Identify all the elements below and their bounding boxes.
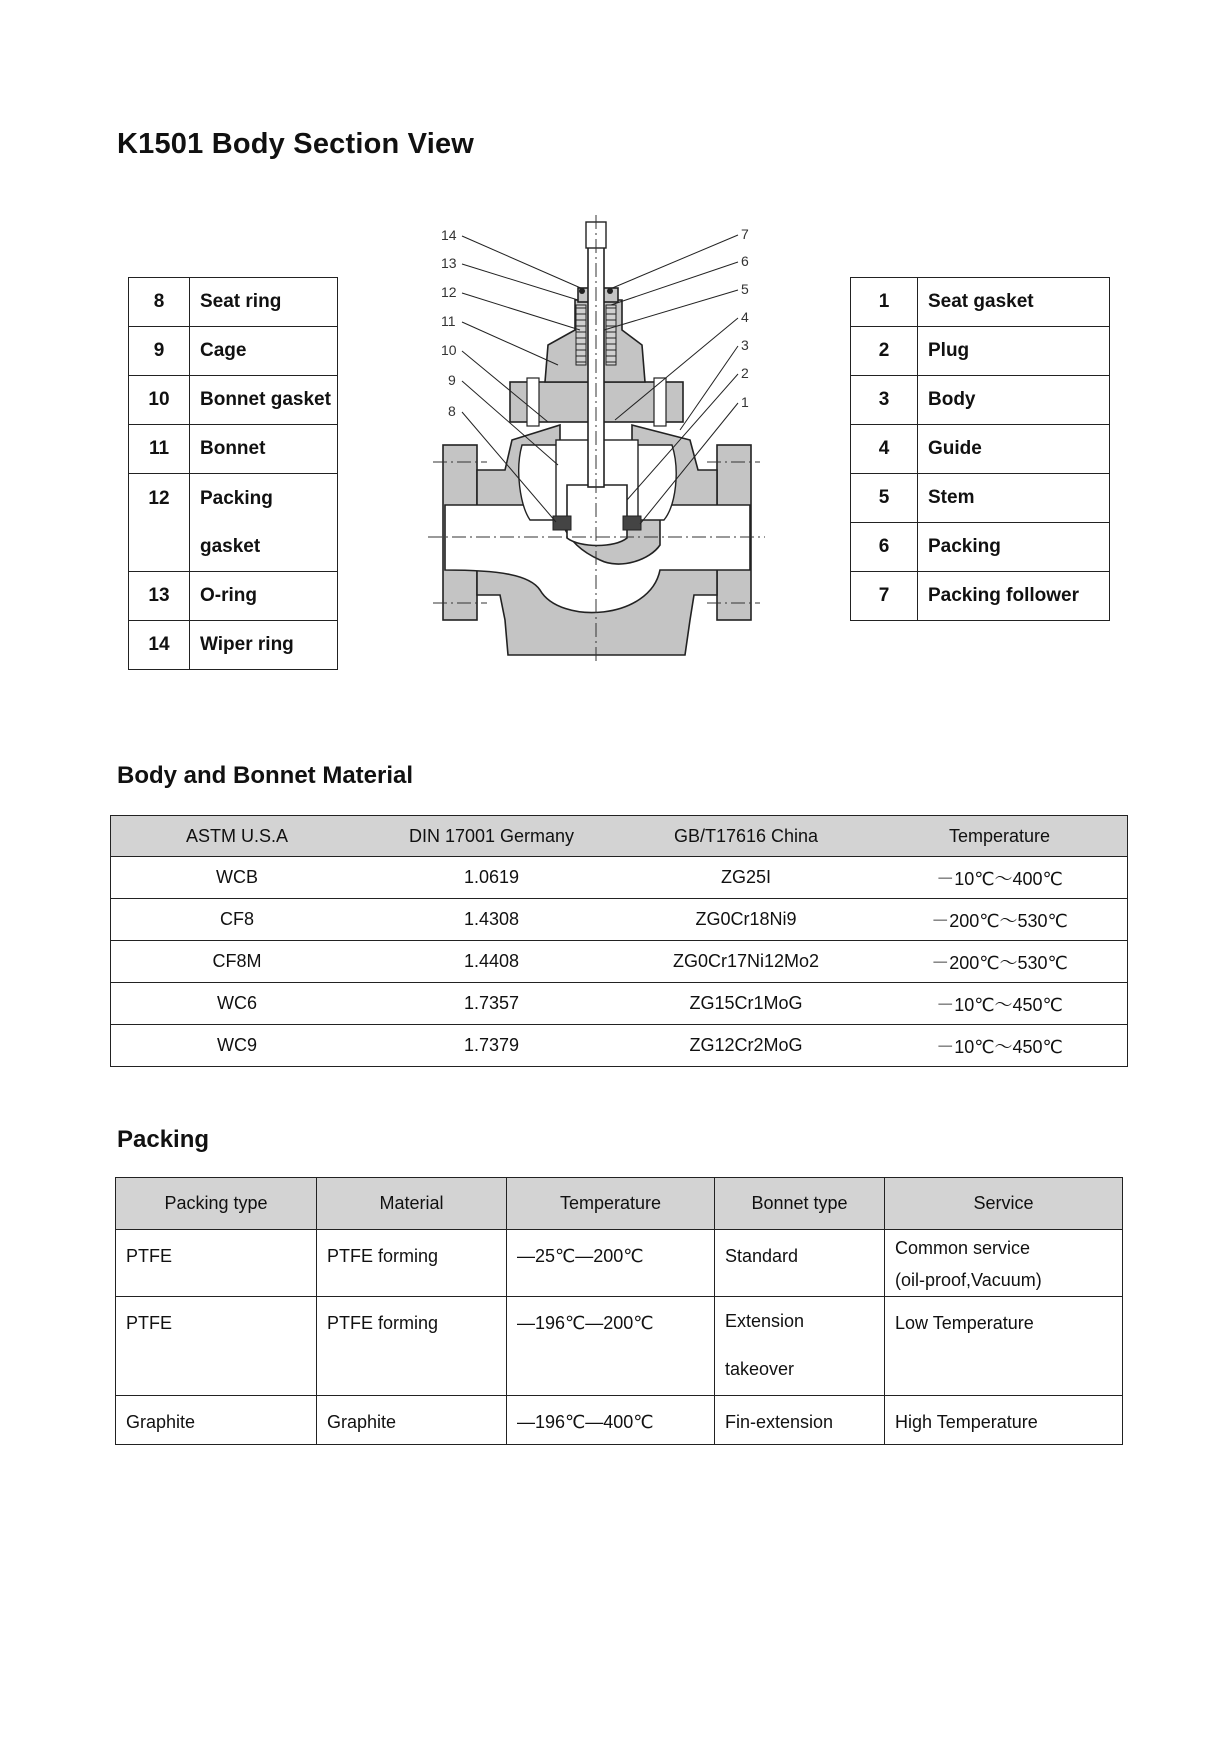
body-cavity (519, 445, 560, 520)
page-title: K1501 Body Section View (117, 128, 475, 160)
bolt-left (527, 378, 539, 426)
table-cell: —196℃—400℃ (507, 1396, 715, 1445)
part-name: Cage (190, 327, 338, 376)
part-number: 13 (129, 572, 190, 621)
leader-line (462, 293, 580, 330)
table-cell: －10℃～400℃ (872, 857, 1128, 899)
part-name (190, 474, 338, 572)
leader-line (611, 262, 738, 305)
table-row (129, 376, 338, 425)
plug (567, 485, 627, 546)
table-header-row (116, 1178, 1123, 1230)
table-cell: 1.0619 (363, 857, 620, 899)
part-name: Seat gasket (918, 278, 1110, 327)
table-row (851, 425, 1110, 474)
packing-table (115, 1177, 1123, 1445)
part-name: Wiper ring (190, 621, 338, 670)
callout-label: 12 (441, 284, 457, 300)
part-name: O-ring (190, 572, 338, 621)
part-number: 5 (851, 474, 918, 523)
column-header: Material (317, 1178, 507, 1230)
part-number: 7 (851, 572, 918, 621)
table-row (129, 474, 338, 572)
table-row (129, 621, 338, 670)
table-row (129, 327, 338, 376)
column-header: Bonnet type (715, 1178, 885, 1230)
part-number: 4 (851, 425, 918, 474)
part-name: Bonnet gasket (190, 376, 338, 425)
table-cell: WC6 (111, 983, 364, 1025)
callout-label: 2 (741, 365, 749, 381)
table-row (851, 572, 1110, 621)
table-cell: －200℃～530℃ (872, 899, 1128, 941)
column-header: Temperature (507, 1178, 715, 1230)
table-cell: 1.7379 (363, 1025, 620, 1067)
parts-table-right (850, 277, 1110, 621)
table-row (116, 1230, 1123, 1297)
part-name: Packing follower (918, 572, 1110, 621)
table-cell: ZG15Cr1MoG (620, 983, 872, 1025)
table-cell: Fin-extension (715, 1396, 885, 1445)
packing-right (606, 305, 616, 365)
callout-label: 8 (448, 403, 456, 419)
column-header: ASTM U.S.A (111, 816, 364, 857)
column-header: GB/T17616 China (620, 816, 872, 857)
part-name: Guide (918, 425, 1110, 474)
part-number: 1 (851, 278, 918, 327)
seat-ring-right (623, 516, 641, 530)
callout-label: 3 (741, 337, 749, 353)
table-cell: —196℃—200℃ (507, 1297, 715, 1396)
part-number: 6 (851, 523, 918, 572)
table-row (851, 474, 1110, 523)
table-cell: PTFE (116, 1297, 317, 1396)
column-header: Packing type (116, 1178, 317, 1230)
table-cell: Low Temperature (885, 1297, 1123, 1396)
part-number: 8 (129, 278, 190, 327)
leader-line (462, 264, 578, 300)
bolt-right (654, 378, 666, 426)
part-number: 9 (129, 327, 190, 376)
table-cell: WC9 (111, 1025, 364, 1067)
table-cell: Graphite (116, 1396, 317, 1445)
table-cell: ZG0Cr17Ni12Mo2 (620, 941, 872, 983)
column-header: Temperature (872, 816, 1128, 857)
bonnet-line2: takeover (725, 1359, 795, 1379)
part-name: Packing (918, 523, 1110, 572)
table-cell: －10℃～450℃ (872, 1025, 1128, 1067)
table-row (129, 278, 338, 327)
table-row (129, 425, 338, 474)
table-row (111, 983, 1128, 1025)
callout-label: 7 (741, 226, 749, 242)
part-number: 2 (851, 327, 918, 376)
column-header: Service (885, 1178, 1123, 1230)
service-line1: Common service (895, 1238, 1031, 1258)
table-cell (715, 1297, 885, 1396)
parts-table-left (128, 277, 338, 670)
bonnet-line1: Extension (725, 1311, 805, 1331)
part-name-line1: Packing (200, 487, 273, 509)
seat-ring-left (553, 516, 571, 530)
table-cell: ZG12Cr2MoG (620, 1025, 872, 1067)
table-cell: ZG25I (620, 857, 872, 899)
table-cell: Standard (715, 1230, 885, 1297)
packing-heading: Packing (117, 1126, 210, 1153)
callout-label: 9 (448, 372, 456, 388)
table-row (851, 523, 1110, 572)
table-cell: Graphite (317, 1396, 507, 1445)
table-cell: 1.4308 (363, 899, 620, 941)
service-line2: (oil-proof,Vacuum) (895, 1270, 1042, 1290)
table-row (111, 857, 1128, 899)
table-row (111, 941, 1128, 983)
table-row (111, 899, 1128, 941)
callout-label: 13 (441, 255, 457, 271)
table-cell: 1.7357 (363, 983, 620, 1025)
part-name: Bonnet (190, 425, 338, 474)
callout-label: 14 (441, 227, 457, 243)
callout-label: 11 (441, 313, 456, 329)
callout-label: 5 (741, 281, 749, 297)
table-header-row (111, 816, 1128, 857)
table-cell: High Temperature (885, 1396, 1123, 1445)
part-name: Plug (918, 327, 1110, 376)
table-row (851, 376, 1110, 425)
table-cell: WCB (111, 857, 364, 899)
part-name-line2: gasket (200, 535, 261, 557)
leader-line (610, 235, 738, 289)
table-row (851, 278, 1110, 327)
table-row (851, 327, 1110, 376)
part-name: Stem (918, 474, 1110, 523)
table-cell: 1.4408 (363, 941, 620, 983)
table-cell: CF8M (111, 941, 364, 983)
table-row (111, 1025, 1128, 1067)
callout-label: 4 (741, 309, 749, 325)
table-row (116, 1297, 1123, 1396)
table-cell: ZG0Cr18Ni9 (620, 899, 872, 941)
table-cell: —25℃—200℃ (507, 1230, 715, 1297)
valve-section-diagram (420, 215, 800, 665)
table-cell: PTFE (116, 1230, 317, 1297)
part-name: Body (918, 376, 1110, 425)
table-cell: PTFE forming (317, 1297, 507, 1396)
table-cell (885, 1230, 1123, 1297)
part-number: 10 (129, 376, 190, 425)
part-number: 3 (851, 376, 918, 425)
material-heading: Body and Bonnet Material (117, 762, 414, 789)
callout-label: 6 (741, 253, 749, 269)
callout-label: 10 (441, 342, 457, 358)
table-row (129, 572, 338, 621)
part-name: Seat ring (190, 278, 338, 327)
table-cell: PTFE forming (317, 1230, 507, 1297)
table-cell: －10℃～450℃ (872, 983, 1128, 1025)
material-table (110, 815, 1128, 1067)
table-cell: －200℃～530℃ (872, 941, 1128, 983)
table-cell: CF8 (111, 899, 364, 941)
part-number: 14 (129, 621, 190, 670)
callout-label: 1 (741, 394, 749, 410)
column-header: DIN 17001 Germany (363, 816, 620, 857)
table-row (116, 1396, 1123, 1445)
part-number: 12 (129, 474, 190, 572)
leader-line (462, 236, 583, 289)
leader-line (462, 322, 558, 365)
part-number: 11 (129, 425, 190, 474)
leader-line (604, 290, 738, 330)
packing-left (576, 305, 586, 365)
